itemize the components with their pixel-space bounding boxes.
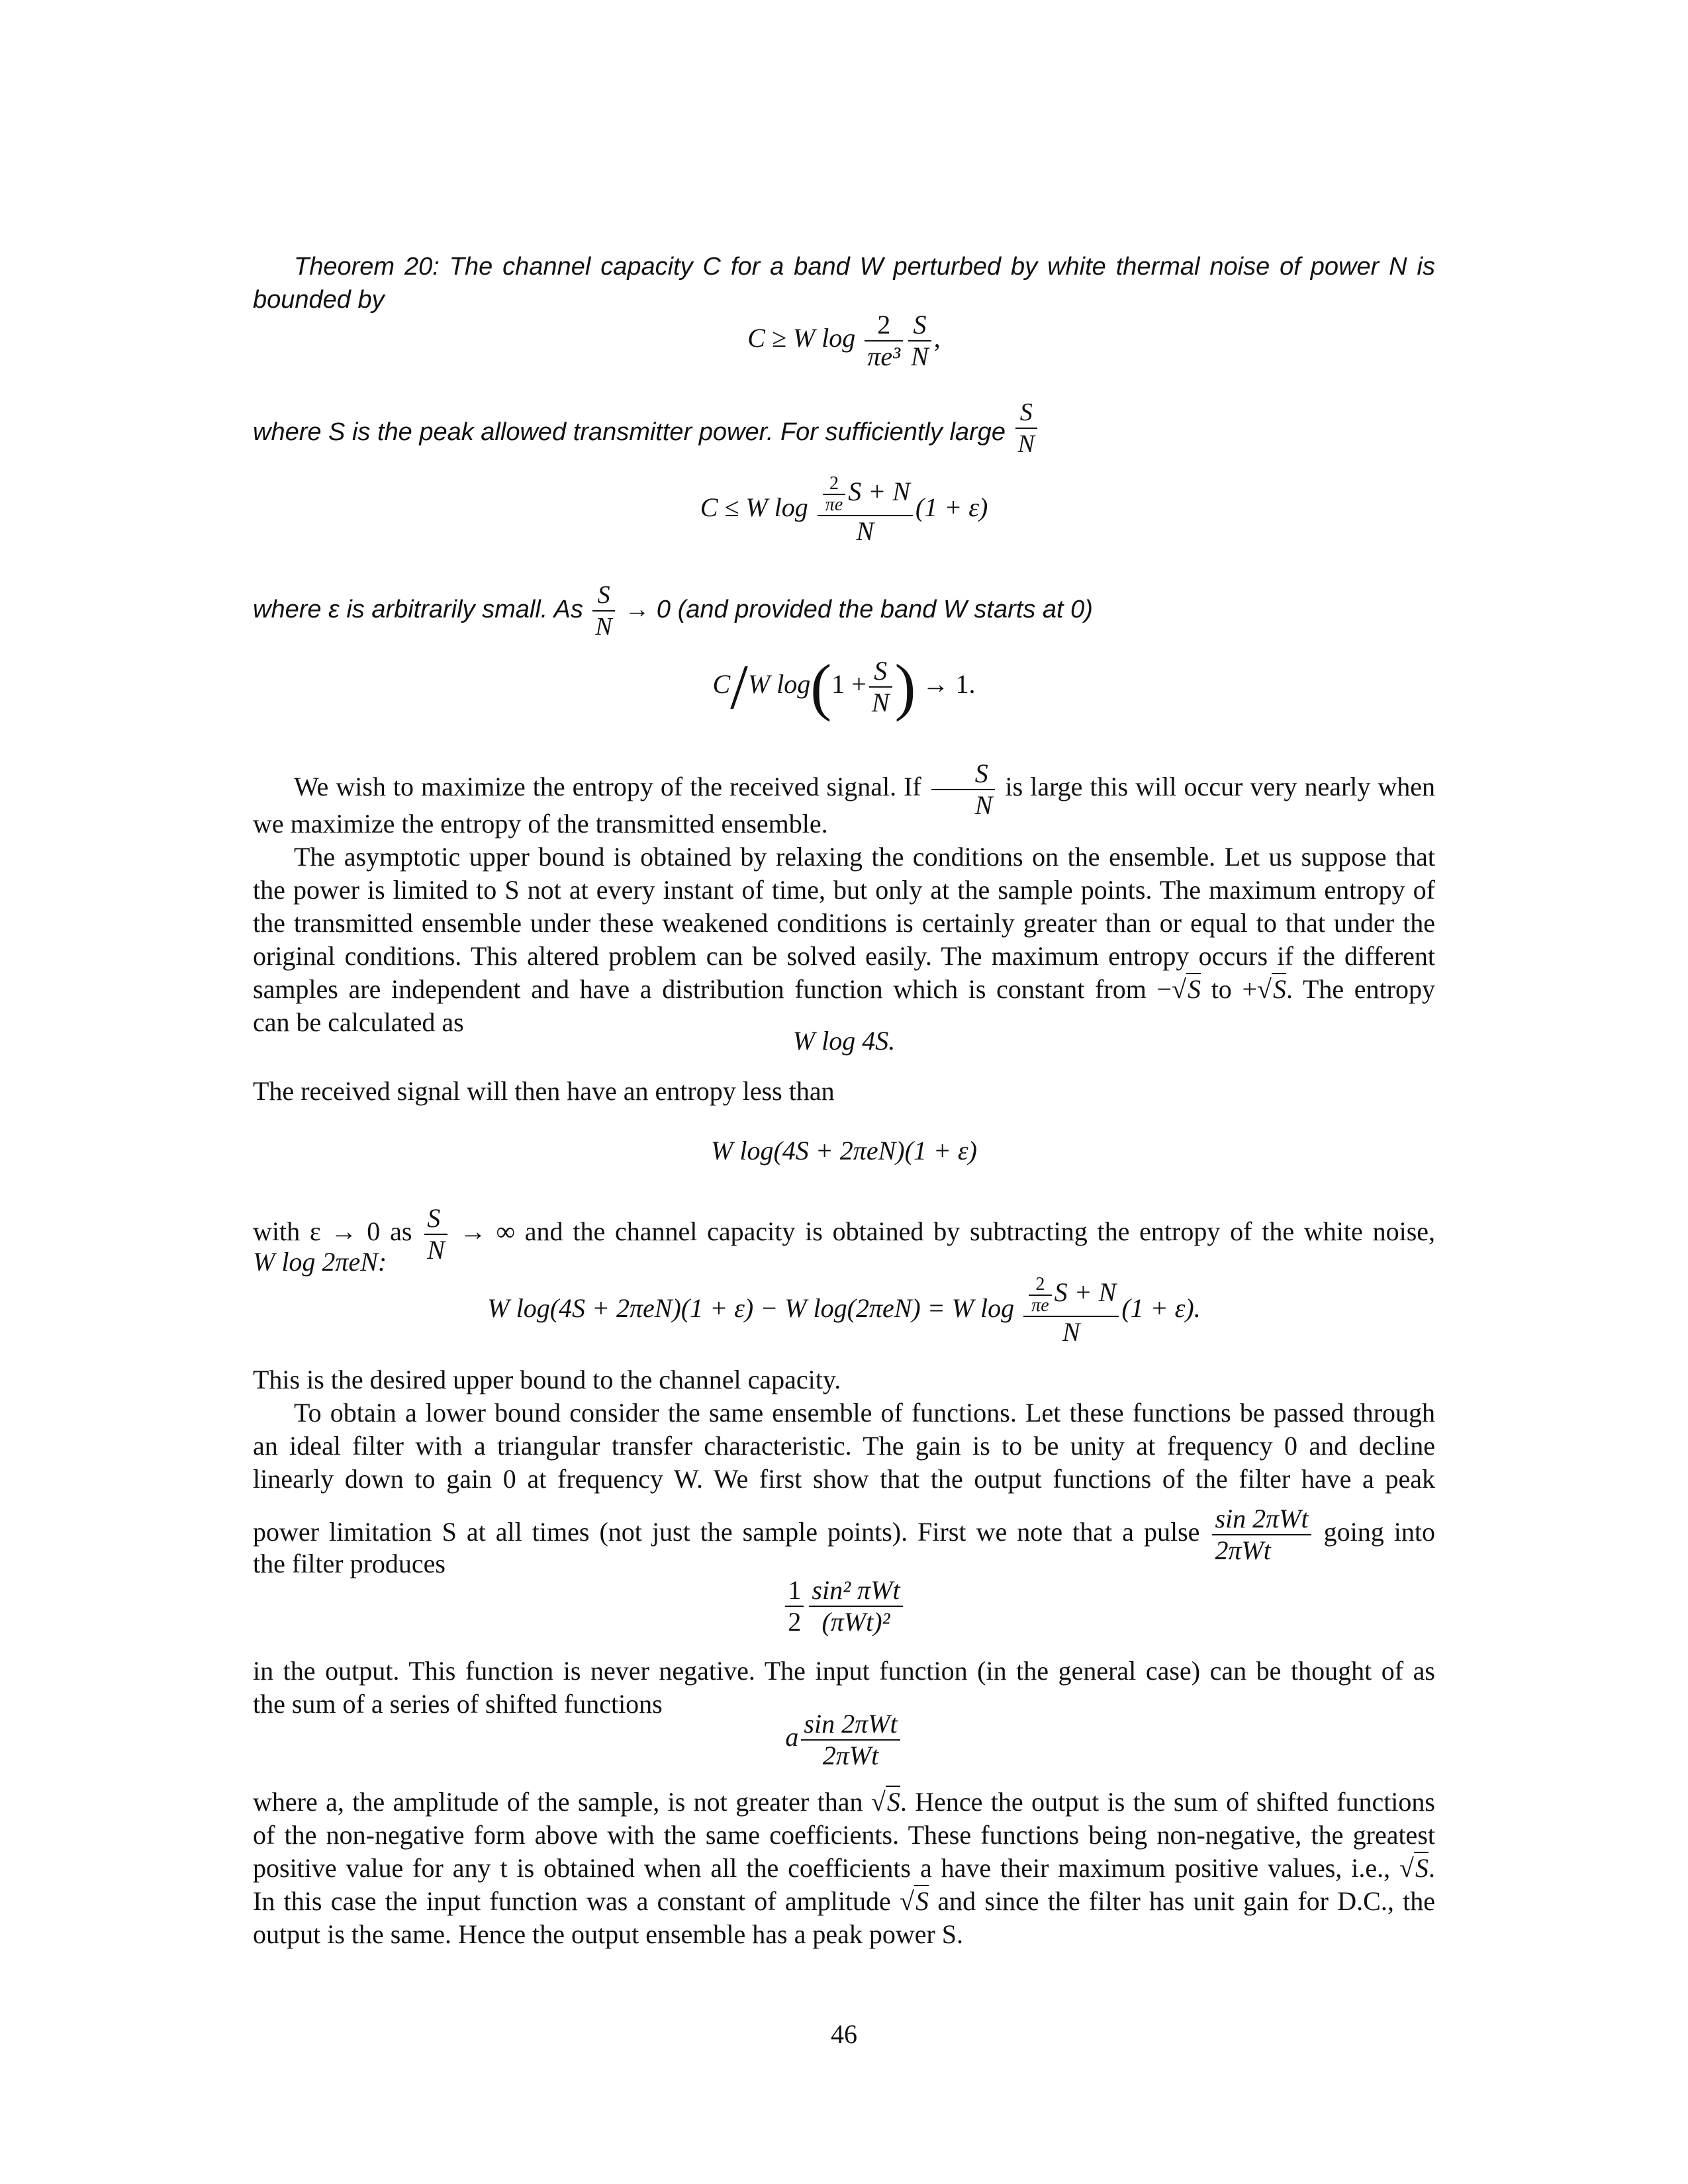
theorem-text: The channel capacity C for a band W perturbed by white thermal noise of power N is bbox=[449, 253, 1435, 281]
paragraph-7-line1: in the output. This function is never negative. The input function (in the general case) can be thought of as bbox=[253, 1656, 1435, 1686]
paragraph-5-line1: This is the desired upper bound to the channel capacity. bbox=[253, 1365, 841, 1394]
paragraph-1-line1: We wish to maximize the entropy of the received signal. If $\frac{S}{N}$ is large this will occur very nearly when bbox=[294, 758, 1436, 820]
paragraph-8-line4: In this case the input function was a constant of amplitude √S and since the filter has unit gain for D.C., the bbox=[253, 1886, 1436, 1916]
paragraph-2-line1: The asymptotic upper bound is obtained by relaxing the conditions on the ensemble. Let us suppose that bbox=[294, 842, 1435, 872]
where-epsilon-line: where ε is arbitrarily small. As $\frac{S}{N}$ → 0 (and provided the band W starts at 0) bbox=[253, 581, 1093, 641]
theorem-label: Theorem 20: bbox=[294, 253, 440, 281]
paragraph-2-line5: samples are independent and have a distribution function which is constant from −√S to +√S. The entropy bbox=[253, 974, 1435, 1004]
where-s-line: where S is the peak allowed transmitter power. For sufficiently large $\frac{S}{N}$ bbox=[253, 402, 1435, 438]
equation-1: C ≥ W log $\frac{2}{\text{πe³}}$ $\frac{S}{N}$ , bbox=[747, 310, 941, 371]
paragraph-8-line2: of the non-negative form above with the same coefficients. These functions being non-negative, the greatest bbox=[253, 1820, 1435, 1850]
paragraph-2-line6: can be calculated as bbox=[253, 1007, 464, 1037]
paragraph-6-line4: power limitation S at all times (not just the sample points). First we note that a pulse $\frac{\text{sin 2πWt}}{\text{2πWt}}$ going into bbox=[253, 1504, 1436, 1565]
paragraph-1-line2: we maximize the entropy of the transmitted ensemble. bbox=[253, 809, 828, 839]
paragraph-8-line1: where a, the amplitude of the sample, is not greater than √S. Hence the output is the sum of shifted functions bbox=[253, 1787, 1435, 1817]
paragraph-6-line1: To obtain a lower bound consider the same ensemble of functions. Let these functions be passed through bbox=[294, 1398, 1435, 1428]
paragraph-7-line2: the sum of a series of shifted functions bbox=[253, 1689, 663, 1719]
paragraph-6-line5: the filter produces bbox=[253, 1549, 445, 1578]
paragraph-6-line2: an ideal filter with a triangular transfer characteristic. The gain is to be unity at frequency 0 and decline bbox=[253, 1431, 1435, 1461]
paragraph-8-line3: positive value for any t is obtained when all the coefficients a have their maximum positive values, i.e., √S. bbox=[253, 1853, 1436, 1883]
paragraph-2-line3: the transmitted ensemble under these weakened conditions is certainly greater than or equal to that under the bbox=[253, 908, 1435, 938]
paragraph-8-line5: output is the same. Hence the output ensemble has a peak power S. bbox=[253, 1919, 964, 1949]
equation-9: a $\frac{\text{sin 2πWt}}{\text{2πWt}}$ bbox=[253, 1709, 1435, 1771]
equation-6: W log(4S + 2πeN)(1 + ε) − W log(2πeN) = W log $\frac{2}{\pi e}$ S + N N (1 + ε). bbox=[487, 1274, 1201, 1347]
equation-4: W log 4S. bbox=[792, 1026, 896, 1056]
equation-3: C/W log(1 + $\frac{S}{N}$ ) → 1. bbox=[712, 651, 976, 722]
paragraph-6-line3: linearly down to gain 0 at frequency W. We first show that the output functions of the filter have a peak bbox=[253, 1464, 1435, 1494]
equation-2: C ≤ W log $\frac{2}{\pi e}$ S + N N (1 + ε) bbox=[700, 473, 988, 546]
paragraph-4-line1: with ε → 0 as $\frac{S}{N}$ → ∞ and the channel capacity is obtained by subtracting the entropy of the white noise, bbox=[253, 1203, 1436, 1265]
paragraph-3-line1: The received signal will then have an entropy less than bbox=[253, 1076, 835, 1106]
paragraph-2-line4: original conditions. This altered problem can be solved easily. The maximum entropy occurs if the different bbox=[253, 941, 1435, 971]
paragraph-2-line2: the power is limited to S not at every instant of time, but only at the sample points. The maximum entropy of bbox=[253, 875, 1435, 905]
equation-8: $\frac{1}{2}$ $\frac{\text{sin² πWt}}{\text{(πWt)²}}$ bbox=[253, 1575, 1435, 1637]
equation-5: W log(4S + 2πeN)(1 + ε) bbox=[711, 1136, 977, 1165]
paragraph-4-line2: W log 2πeN: bbox=[253, 1247, 387, 1277]
page-number: 46 bbox=[831, 2019, 857, 2049]
theorem-statement-line2: bounded by bbox=[253, 286, 385, 314]
theorem-statement-line1 bbox=[253, 249, 1435, 285]
